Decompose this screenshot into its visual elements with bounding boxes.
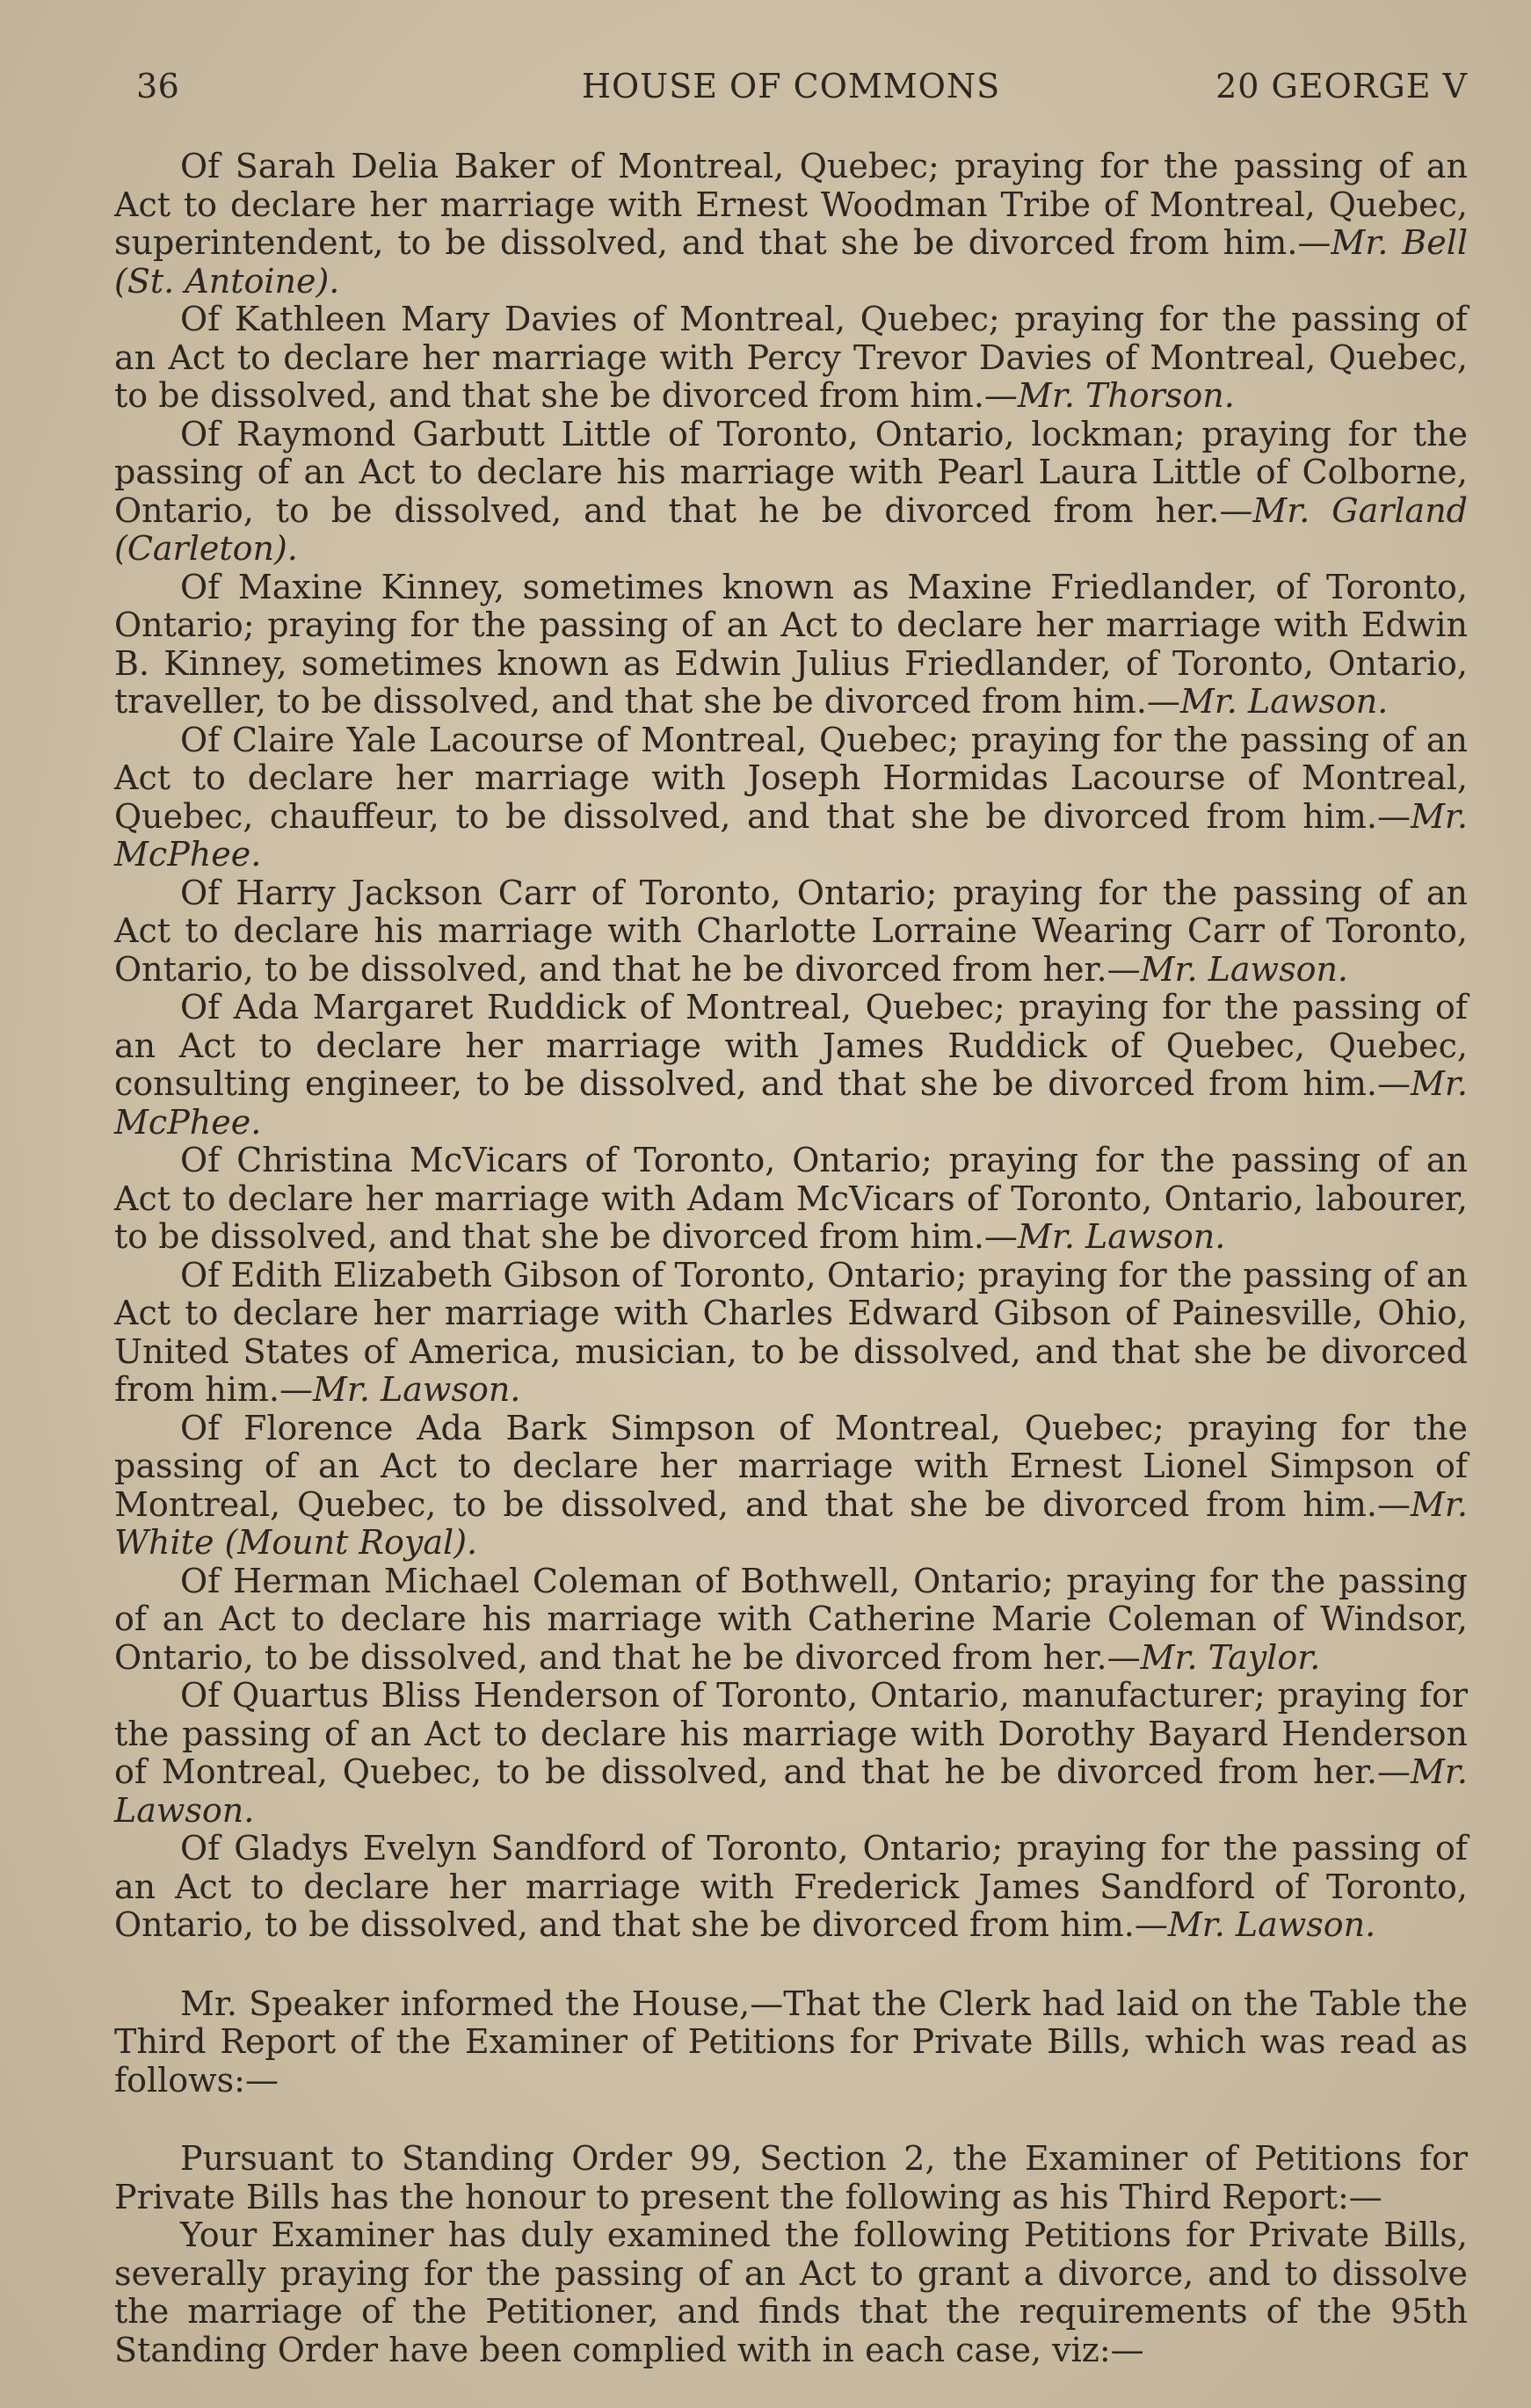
petition-entry (114, 1410, 1468, 1563)
speaker-statement: Mr. Speaker informed the House,—That the Clerk had laid on the Table the Third Report of the Examiner of Petitions for Private Bills, which was read as follows:— (114, 1984, 1468, 2100)
regnal-year: 20 GEORGE V (1215, 67, 1468, 105)
petition-text: Of Herman Michael Coleman of Bothwell, Ontario; praying for the passing of an Act to declare his marriage with Catherine Marie Coleman of Windsor, Ontario, to be dissolved, and that he be divorced from her.— (114, 1561, 1468, 1677)
petition-text: Of Quartus Bliss Henderson of Toronto, Ontario, manufacturer; praying for the passing of an Act to declare his marriage with Dorothy Bayard Henderson of Montreal, Quebec, to be dissolved, and that he be divorced from her.— (114, 1676, 1468, 1791)
petition-entry (114, 1142, 1468, 1257)
petition-entry (114, 416, 1468, 569)
petition-text: Of Gladys Evelyn Sandford of Toronto, Ontario; praying for the passing of an Act to declare her marriage with Frederick James Sandford of Toronto, Ontario, to be dissolved, and that she be divorced from him.— (114, 1829, 1468, 1944)
petition-entry (114, 989, 1468, 1142)
petition-text: Of Claire Yale Lacourse of Montreal, Quebec; praying for the passing of an Act to declare her marriage with Joseph Hormidas Lacourse of Montreal, Quebec, chauffeur, to be dissolved, and that she be divorced from him.— (114, 720, 1468, 836)
petition-mover: Mr. Garland (Carleton). (114, 490, 1469, 568)
petition-mover: Mr. McPhee. (114, 796, 1468, 874)
journal-page (114, 53, 1468, 2369)
petition-entry (114, 1563, 1468, 1678)
petition-entry (114, 722, 1468, 874)
petition-text: Of Harry Jackson Carr of Toronto, Ontario; praying for the passing of an Act to declare his marriage with Charlotte Lorraine Wearing Carr of Toronto, Ontario, to be dissolved, and that he be divorced from her.— (114, 873, 1468, 989)
page-number: 36 (136, 67, 180, 105)
petition-mover: Mr. McPhee. (114, 1064, 1468, 1142)
petition-text: Of Edith Elizabeth Gibson of Toronto, Ontario; praying for the passing of an Act to declare her marriage with Charles Edward Gibson of Painesville, Ohio, United States of America, musician, to be dissolved, and that she be divorced from him.— (114, 1255, 1468, 1409)
petition-entry (114, 1677, 1468, 1830)
petition-text: Of Christina McVicars of Toronto, Ontario; praying for the passing of an Act to declare her marriage with Adam McVicars of Toronto, Ontario, labourer, to be dissolved, and that she be divorced from him.— (114, 1141, 1468, 1256)
petition-text: Of Raymond Garbutt Little of Toronto, Ontario, lockman; praying for the passing of an Act to declare his marriage with Pearl Laura Little of Colborne, Ontario, to be dissolved, and that he be divorced from her.— (114, 414, 1468, 530)
report-intro: Pursuant to Standing Order 99, Section 2, the Examiner of Petitions for Private Bills has the honour to present the following as his Third Report:— (114, 2139, 1468, 2216)
petition-text: Of Sarah Delia Baker of Montreal, Quebec; praying for the passing of an Act to declare her marriage with Ernest Woodman Tribe of Montreal, Quebec, superintendent, to be dissolved, and that she be divorced from him.— (114, 147, 1468, 262)
petition-entry (114, 148, 1468, 301)
petition-entry (114, 1257, 1468, 1410)
petition-mover: Mr. Taylor. (1140, 1637, 1321, 1677)
petition-entry (114, 874, 1468, 990)
petition-text: Of Kathleen Mary Davies of Montreal, Quebec; praying for the passing of an Act to declare her marriage with Percy Trevor Davies of Montreal, Quebec, to be dissolved, and that she be divorced from him.— (114, 300, 1468, 415)
petition-mover: Mr. Thorson. (1017, 376, 1235, 415)
petition-text: Of Ada Margaret Ruddick of Montreal, Quebec; praying for the passing of an Act to declare her marriage with James Ruddick of Quebec, Quebec, consulting engineer, to be dissolved, and that she be divorced from him.— (114, 988, 1468, 1103)
petition-mover: Mr. Lawson. (1179, 682, 1389, 721)
petition-mover: Mr. Lawson. (312, 1370, 521, 1409)
petition-mover: Mr. Lawson. (114, 1752, 1468, 1830)
petition-mover: Mr. Lawson. (1140, 949, 1349, 989)
petition-mover: Mr. Lawson. (1167, 1905, 1376, 1944)
journal-body (114, 148, 1468, 2369)
petition-entry (114, 1830, 1468, 1945)
petition-mover: Mr. White (Mount Royal). (114, 1484, 1468, 1562)
petition-mover: Mr. Lawson. (1017, 1217, 1226, 1256)
report-body: Your Examiner has duly examined the following Petitions for Private Bills, severally praying for the passing of an Act to grant a divorce, and to dissolve the marriage of the Petitioner, and finds that the requirements of the 95th Standing Order have been complied with in each case, viz:— (114, 2216, 1468, 2369)
petition-text: Of Florence Ada Bark Simpson of Montreal, Quebec; praying for the passing of an Act to declare her marriage with Ernest Lionel Simpson of Montreal, Quebec, to be dissolved, and that she be divorced from him.— (114, 1408, 1468, 1524)
petition-entry (114, 301, 1468, 416)
petition-entry (114, 569, 1468, 722)
journal-title: HOUSE OF COMMONS (581, 67, 1001, 105)
petition-mover: Mr. Bell (St. Antoine). (114, 223, 1468, 301)
running-head (114, 53, 1468, 114)
petition-text: Of Maxine Kinney, sometimes known as Maxine Friedlander, of Toronto, Ontario; praying for the passing of an Act to declare her marriage with Edwin B. Kinney, sometimes known as Edwin Julius Friedlander, of Toronto, Ontario, traveller, to be dissolved, and that she be divorced from him.— (114, 567, 1468, 721)
